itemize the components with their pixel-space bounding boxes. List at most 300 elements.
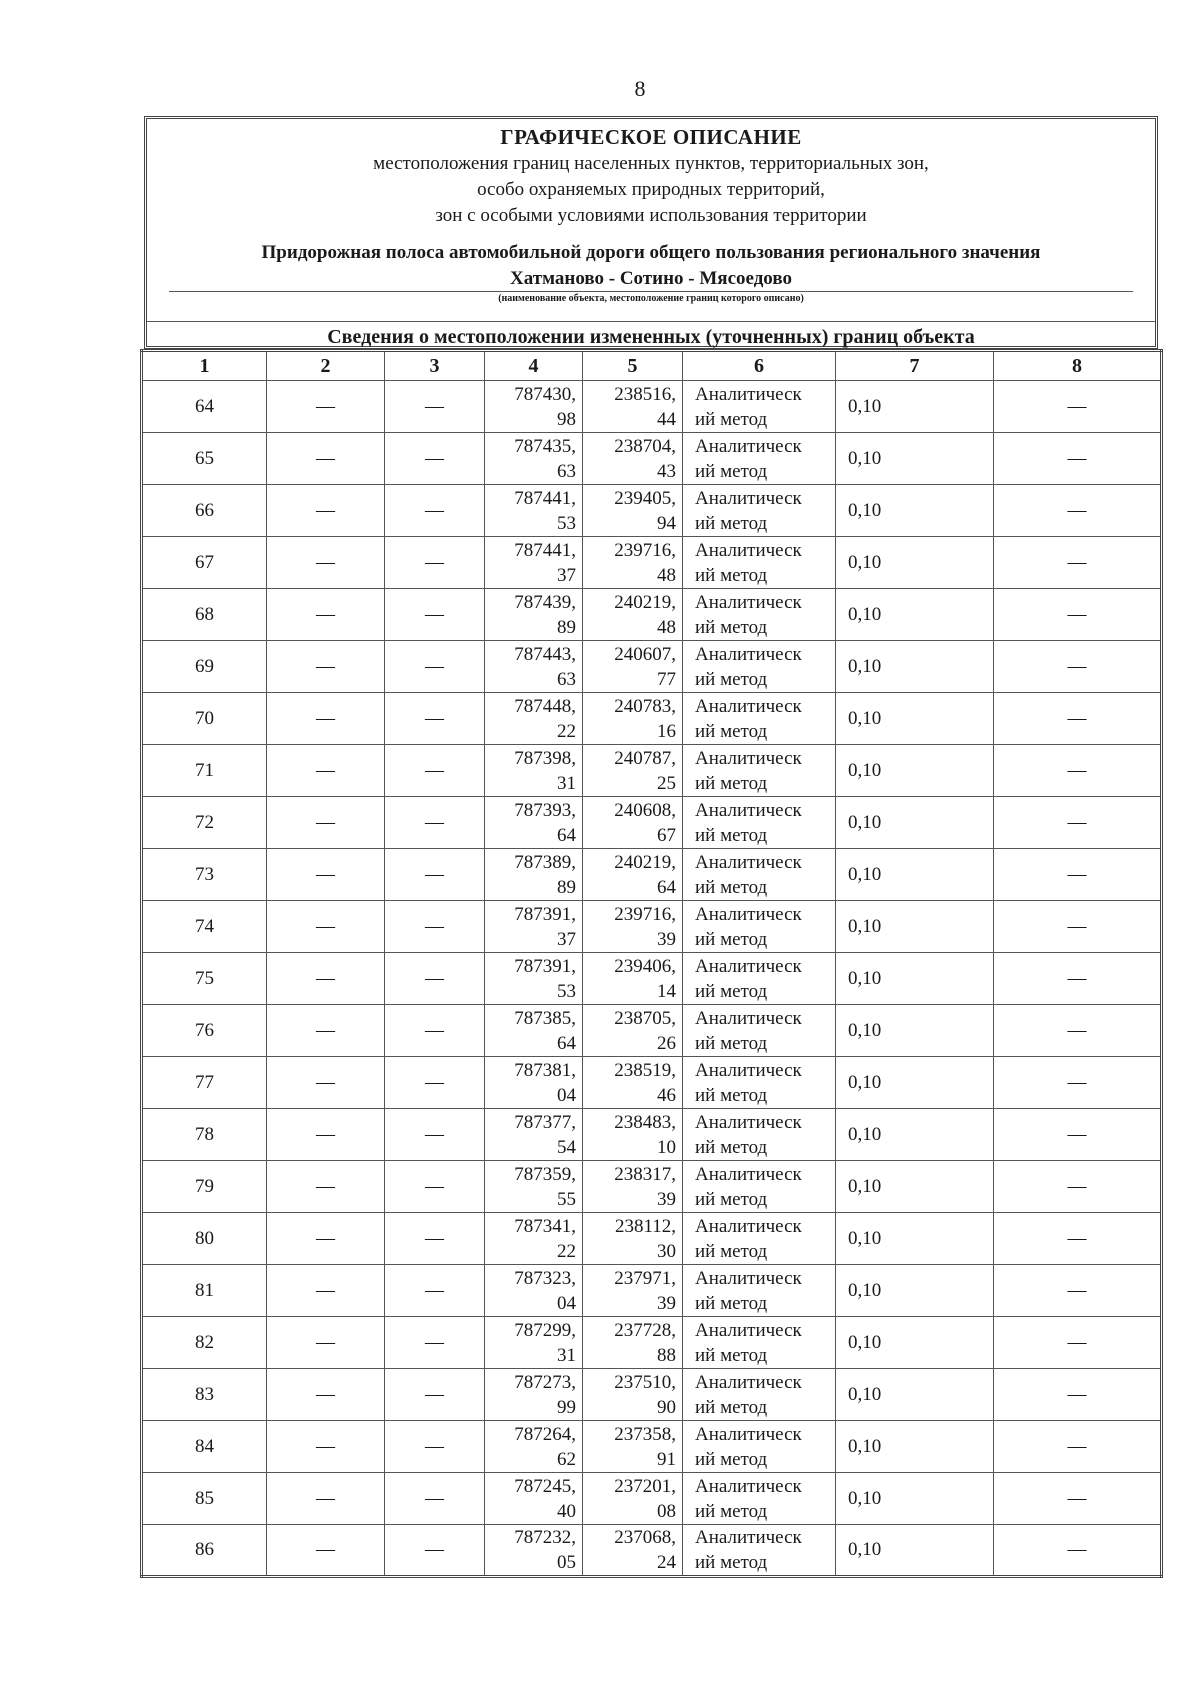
y-coordinate-frac: 94 bbox=[657, 512, 676, 534]
x-coordinate bbox=[485, 537, 583, 589]
table-row bbox=[142, 1525, 1162, 1577]
cell-col-3: — bbox=[385, 433, 485, 485]
cell-col-8: — bbox=[994, 1421, 1162, 1473]
cell-col-3: — bbox=[385, 1161, 485, 1213]
method-line-2: ий метод bbox=[695, 1136, 768, 1158]
cell-col-8: — bbox=[994, 693, 1162, 745]
method-line-2: ий метод bbox=[695, 616, 768, 638]
point-number: 74 bbox=[142, 901, 267, 953]
x-coordinate-int: 787435, bbox=[514, 435, 576, 457]
x-coordinate-int: 787391, bbox=[514, 955, 576, 977]
point-number: 75 bbox=[142, 953, 267, 1005]
method-cell bbox=[683, 1265, 836, 1317]
point-number: 86 bbox=[142, 1525, 267, 1577]
point-number: 81 bbox=[142, 1265, 267, 1317]
point-number: 67 bbox=[142, 537, 267, 589]
point-number: 76 bbox=[142, 1005, 267, 1057]
point-number: 64 bbox=[142, 381, 267, 433]
x-coordinate-int: 787439, bbox=[514, 591, 576, 613]
table-row bbox=[142, 381, 1162, 433]
y-coordinate bbox=[583, 1161, 683, 1213]
y-coordinate-frac: 39 bbox=[657, 928, 676, 950]
precision-cell: 0,10 bbox=[836, 1265, 994, 1317]
x-coordinate-frac: 99 bbox=[557, 1396, 576, 1418]
cell-col-2: — bbox=[267, 797, 385, 849]
y-coordinate-int: 240607, bbox=[614, 643, 676, 665]
y-coordinate-int: 238519, bbox=[614, 1059, 676, 1081]
x-coordinate-int: 787393, bbox=[514, 799, 576, 821]
point-number: 69 bbox=[142, 641, 267, 693]
y-coordinate bbox=[583, 745, 683, 797]
x-coordinate bbox=[485, 1057, 583, 1109]
x-coordinate-frac: 22 bbox=[557, 1240, 576, 1262]
y-coordinate-frac: 91 bbox=[657, 1448, 676, 1470]
cell-col-2: — bbox=[267, 1421, 385, 1473]
cell-col-3: — bbox=[385, 1005, 485, 1057]
x-coordinate-frac: 04 bbox=[557, 1084, 576, 1106]
precision-cell: 0,10 bbox=[836, 1005, 994, 1057]
column-header: 5 bbox=[583, 351, 683, 381]
x-coordinate bbox=[485, 589, 583, 641]
table-row bbox=[142, 797, 1162, 849]
table-row bbox=[142, 1109, 1162, 1161]
object-name bbox=[147, 240, 1155, 292]
precision-cell: 0,10 bbox=[836, 1525, 994, 1577]
method-line-2: ий метод bbox=[695, 1552, 768, 1573]
table-row bbox=[142, 953, 1162, 1005]
object-underline bbox=[169, 291, 1133, 292]
cell-col-2: — bbox=[267, 1109, 385, 1161]
cell-col-8: — bbox=[994, 537, 1162, 589]
cell-col-8: — bbox=[994, 1005, 1162, 1057]
method-cell bbox=[683, 1213, 836, 1265]
section-title: Сведения о местоположении измененных (уточненных) границ объекта bbox=[147, 321, 1155, 353]
subtitle-line-1: местоположения границ населенных пунктов, территориальных зон, bbox=[373, 153, 929, 174]
x-coordinate-int: 787443, bbox=[514, 643, 576, 665]
y-coordinate-int: 239405, bbox=[614, 487, 676, 509]
precision-cell: 0,10 bbox=[836, 901, 994, 953]
cell-col-2: — bbox=[267, 537, 385, 589]
cell-col-8: — bbox=[994, 1057, 1162, 1109]
table-row bbox=[142, 1369, 1162, 1421]
method-cell bbox=[683, 1525, 836, 1577]
method-line-1: Аналитическ bbox=[695, 1007, 802, 1029]
method-cell bbox=[683, 1369, 836, 1421]
cell-col-3: — bbox=[385, 1525, 485, 1577]
cell-col-2: — bbox=[267, 1265, 385, 1317]
method-line-1: Аналитическ bbox=[695, 383, 802, 405]
x-coordinate-int: 787245, bbox=[514, 1475, 576, 1497]
method-line-1: Аналитическ bbox=[695, 695, 802, 717]
method-cell bbox=[683, 381, 836, 433]
table-row bbox=[142, 1005, 1162, 1057]
method-line-2: ий метод bbox=[695, 408, 768, 430]
y-coordinate-int: 238483, bbox=[614, 1111, 676, 1133]
cell-col-2: — bbox=[267, 1317, 385, 1369]
y-coordinate-int: 239716, bbox=[614, 903, 676, 925]
cell-col-8: — bbox=[994, 1525, 1162, 1577]
method-line-2: ий метод bbox=[695, 668, 768, 690]
y-coordinate bbox=[583, 1005, 683, 1057]
cell-col-8: — bbox=[994, 901, 1162, 953]
x-coordinate-frac: 40 bbox=[557, 1500, 576, 1522]
cell-col-8: — bbox=[994, 1317, 1162, 1369]
method-line-1: Аналитическ bbox=[695, 1163, 802, 1185]
x-coordinate bbox=[485, 693, 583, 745]
method-line-2: ий метод bbox=[695, 1500, 768, 1522]
x-coordinate-int: 787323, bbox=[514, 1267, 576, 1289]
table-row bbox=[142, 745, 1162, 797]
x-coordinate-int: 787377, bbox=[514, 1111, 576, 1133]
precision-cell: 0,10 bbox=[836, 797, 994, 849]
column-header: 6 bbox=[683, 351, 836, 381]
method-line-2: ий метод bbox=[695, 1344, 768, 1366]
column-header: 7 bbox=[836, 351, 994, 381]
table-row bbox=[142, 1265, 1162, 1317]
precision-cell: 0,10 bbox=[836, 485, 994, 537]
method-line-1: Аналитическ bbox=[695, 591, 802, 613]
cell-col-8: — bbox=[994, 1473, 1162, 1525]
method-line-1: Аналитическ bbox=[695, 539, 802, 561]
cell-col-8: — bbox=[994, 1161, 1162, 1213]
cell-col-8: — bbox=[994, 589, 1162, 641]
y-coordinate bbox=[583, 1057, 683, 1109]
cell-col-2: — bbox=[267, 693, 385, 745]
method-line-2: ий метод bbox=[695, 460, 768, 482]
y-coordinate-frac: 77 bbox=[657, 668, 676, 690]
x-coordinate-int: 787430, bbox=[514, 383, 576, 405]
x-coordinate bbox=[485, 797, 583, 849]
y-coordinate-int: 237510, bbox=[614, 1371, 676, 1393]
point-number: 71 bbox=[142, 745, 267, 797]
x-coordinate-frac: 04 bbox=[557, 1292, 576, 1314]
x-coordinate-frac: 64 bbox=[557, 1032, 576, 1054]
x-coordinate bbox=[485, 849, 583, 901]
method-line-1: Аналитическ bbox=[695, 1215, 802, 1237]
x-coordinate bbox=[485, 485, 583, 537]
y-coordinate bbox=[583, 381, 683, 433]
x-coordinate-int: 787273, bbox=[514, 1371, 576, 1393]
x-coordinate bbox=[485, 1005, 583, 1057]
y-coordinate-int: 240608, bbox=[614, 799, 676, 821]
y-coordinate bbox=[583, 1525, 683, 1577]
precision-cell: 0,10 bbox=[836, 381, 994, 433]
table-row bbox=[142, 485, 1162, 537]
column-header: 1 bbox=[142, 351, 267, 381]
x-coordinate-frac: 53 bbox=[557, 512, 576, 534]
cell-col-3: — bbox=[385, 1265, 485, 1317]
point-number: 65 bbox=[142, 433, 267, 485]
y-coordinate-frac: 39 bbox=[657, 1188, 676, 1210]
precision-cell: 0,10 bbox=[836, 1057, 994, 1109]
subtitle-line-2: особо охраняемых природных территорий, bbox=[477, 179, 825, 200]
table-row bbox=[142, 641, 1162, 693]
cell-col-3: — bbox=[385, 953, 485, 1005]
method-line-1: Аналитическ bbox=[695, 799, 802, 821]
y-coordinate-frac: 08 bbox=[657, 1500, 676, 1522]
method-line-2: ий метод bbox=[695, 1188, 768, 1210]
precision-cell: 0,10 bbox=[836, 433, 994, 485]
method-line-2: ий метод bbox=[695, 928, 768, 950]
x-coordinate-frac: 53 bbox=[557, 980, 576, 1002]
cell-col-3: — bbox=[385, 1473, 485, 1525]
table-row bbox=[142, 1317, 1162, 1369]
x-coordinate-int: 787398, bbox=[514, 747, 576, 769]
x-coordinate bbox=[485, 1265, 583, 1317]
method-cell bbox=[683, 1473, 836, 1525]
y-coordinate bbox=[583, 1421, 683, 1473]
column-header-row bbox=[142, 351, 1162, 381]
y-coordinate bbox=[583, 433, 683, 485]
point-number: 66 bbox=[142, 485, 267, 537]
y-coordinate bbox=[583, 693, 683, 745]
y-coordinate-frac: 24 bbox=[657, 1552, 676, 1573]
y-coordinate-int: 240783, bbox=[614, 695, 676, 717]
cell-col-2: — bbox=[267, 1005, 385, 1057]
x-coordinate bbox=[485, 641, 583, 693]
cell-col-2: — bbox=[267, 901, 385, 953]
point-number: 82 bbox=[142, 1317, 267, 1369]
method-line-1: Аналитическ bbox=[695, 851, 802, 873]
table-row bbox=[142, 1473, 1162, 1525]
x-coordinate bbox=[485, 1473, 583, 1525]
method-cell bbox=[683, 953, 836, 1005]
point-number: 70 bbox=[142, 693, 267, 745]
method-line-1: Аналитическ bbox=[695, 903, 802, 925]
x-coordinate bbox=[485, 745, 583, 797]
method-line-1: Аналитическ bbox=[695, 1111, 802, 1133]
method-cell bbox=[683, 1005, 836, 1057]
document-title: ГРАФИЧЕСКОЕ ОПИСАНИЕ bbox=[500, 125, 802, 149]
y-coordinate bbox=[583, 537, 683, 589]
point-number: 77 bbox=[142, 1057, 267, 1109]
cell-col-3: — bbox=[385, 745, 485, 797]
method-line-2: ий метод bbox=[695, 1292, 768, 1314]
table-row bbox=[142, 1421, 1162, 1473]
y-coordinate bbox=[583, 1213, 683, 1265]
point-number: 72 bbox=[142, 797, 267, 849]
y-coordinate-int: 240219, bbox=[614, 591, 676, 613]
y-coordinate bbox=[583, 849, 683, 901]
cell-col-3: — bbox=[385, 1317, 485, 1369]
x-coordinate bbox=[485, 381, 583, 433]
y-coordinate bbox=[583, 901, 683, 953]
column-header: 8 bbox=[994, 351, 1162, 381]
y-coordinate-frac: 48 bbox=[657, 564, 676, 586]
table-row bbox=[142, 901, 1162, 953]
x-coordinate-int: 787341, bbox=[514, 1215, 576, 1237]
method-line-1: Аналитическ bbox=[695, 1319, 802, 1341]
cell-col-3: — bbox=[385, 381, 485, 433]
cell-col-3: — bbox=[385, 797, 485, 849]
x-coordinate-int: 787359, bbox=[514, 1163, 576, 1185]
precision-cell: 0,10 bbox=[836, 589, 994, 641]
precision-cell: 0,10 bbox=[836, 537, 994, 589]
x-coordinate-int: 787232, bbox=[514, 1527, 576, 1548]
cell-col-3: — bbox=[385, 1421, 485, 1473]
method-line-1: Аналитическ bbox=[695, 435, 802, 457]
y-coordinate-int: 238516, bbox=[614, 383, 676, 405]
cell-col-3: — bbox=[385, 1213, 485, 1265]
y-coordinate bbox=[583, 485, 683, 537]
precision-cell: 0,10 bbox=[836, 1369, 994, 1421]
header-box bbox=[144, 116, 1158, 349]
method-cell bbox=[683, 693, 836, 745]
x-coordinate-frac: 22 bbox=[557, 720, 576, 742]
object-caption: (наименование объекта, местоположение границ которого описано) bbox=[498, 293, 804, 304]
cell-col-8: — bbox=[994, 381, 1162, 433]
x-coordinate-frac: 63 bbox=[557, 668, 576, 690]
y-coordinate-frac: 46 bbox=[657, 1084, 676, 1106]
method-line-1: Аналитическ bbox=[695, 1267, 802, 1289]
cell-col-8: — bbox=[994, 1109, 1162, 1161]
table-row bbox=[142, 537, 1162, 589]
y-coordinate bbox=[583, 589, 683, 641]
cell-col-8: — bbox=[994, 953, 1162, 1005]
method-line-1: Аналитическ bbox=[695, 747, 802, 769]
method-cell bbox=[683, 745, 836, 797]
table-row bbox=[142, 849, 1162, 901]
y-coordinate-frac: 43 bbox=[657, 460, 676, 482]
x-coordinate bbox=[485, 1161, 583, 1213]
x-coordinate-frac: 37 bbox=[557, 928, 576, 950]
y-coordinate-frac: 16 bbox=[657, 720, 676, 742]
object-name-line-2: Хатманово - Сотино - Мясоедово bbox=[510, 268, 792, 289]
cell-col-3: — bbox=[385, 1109, 485, 1161]
x-coordinate-frac: 31 bbox=[557, 1344, 576, 1366]
coordinates-table bbox=[140, 349, 1163, 1578]
cell-col-3: — bbox=[385, 589, 485, 641]
method-cell bbox=[683, 1161, 836, 1213]
x-coordinate bbox=[485, 1421, 583, 1473]
cell-col-3: — bbox=[385, 641, 485, 693]
x-coordinate bbox=[485, 1317, 583, 1369]
precision-cell: 0,10 bbox=[836, 1161, 994, 1213]
point-number: 80 bbox=[142, 1213, 267, 1265]
x-coordinate bbox=[485, 1213, 583, 1265]
cell-col-2: — bbox=[267, 745, 385, 797]
cell-col-2: — bbox=[267, 1473, 385, 1525]
y-coordinate-frac: 26 bbox=[657, 1032, 676, 1054]
cell-col-8: — bbox=[994, 433, 1162, 485]
method-line-2: ий метод bbox=[695, 512, 768, 534]
point-number: 68 bbox=[142, 589, 267, 641]
cell-col-8: — bbox=[994, 797, 1162, 849]
precision-cell: 0,10 bbox=[836, 1109, 994, 1161]
cell-col-3: — bbox=[385, 849, 485, 901]
x-coordinate bbox=[485, 1369, 583, 1421]
cell-col-8: — bbox=[994, 1213, 1162, 1265]
x-coordinate-frac: 98 bbox=[557, 408, 576, 430]
method-line-1: Аналитическ bbox=[695, 1059, 802, 1081]
object-name-line-1: Придорожная полоса автомобильной дороги общего пользования регионального значения bbox=[261, 242, 1041, 263]
y-coordinate bbox=[583, 1317, 683, 1369]
precision-cell: 0,10 bbox=[836, 849, 994, 901]
cell-col-8: — bbox=[994, 745, 1162, 797]
x-coordinate-frac: 31 bbox=[557, 772, 576, 794]
y-coordinate-frac: 10 bbox=[657, 1136, 676, 1158]
precision-cell: 0,10 bbox=[836, 641, 994, 693]
method-line-2: ий метод bbox=[695, 720, 768, 742]
method-cell bbox=[683, 485, 836, 537]
method-cell bbox=[683, 1421, 836, 1473]
column-header: 4 bbox=[485, 351, 583, 381]
cell-col-8: — bbox=[994, 641, 1162, 693]
x-coordinate-int: 787389, bbox=[514, 851, 576, 873]
y-coordinate-int: 238704, bbox=[614, 435, 676, 457]
cell-col-8: — bbox=[994, 1369, 1162, 1421]
x-coordinate-int: 787441, bbox=[514, 487, 576, 509]
column-header: 2 bbox=[267, 351, 385, 381]
table-row bbox=[142, 1213, 1162, 1265]
y-coordinate-frac: 88 bbox=[657, 1344, 676, 1366]
y-coordinate-int: 237971, bbox=[614, 1267, 676, 1289]
cell-col-2: — bbox=[267, 589, 385, 641]
cell-col-2: — bbox=[267, 849, 385, 901]
method-cell bbox=[683, 1109, 836, 1161]
y-coordinate-int: 237728, bbox=[614, 1319, 676, 1341]
point-number: 73 bbox=[142, 849, 267, 901]
y-coordinate-int: 238112, bbox=[614, 1215, 676, 1237]
y-coordinate bbox=[583, 1265, 683, 1317]
y-coordinate-int: 240787, bbox=[614, 747, 676, 769]
method-cell bbox=[683, 901, 836, 953]
method-line-2: ий метод bbox=[695, 876, 768, 898]
cell-col-8: — bbox=[994, 1265, 1162, 1317]
x-coordinate bbox=[485, 433, 583, 485]
precision-cell: 0,10 bbox=[836, 1473, 994, 1525]
cell-col-3: — bbox=[385, 693, 485, 745]
point-number: 78 bbox=[142, 1109, 267, 1161]
y-coordinate bbox=[583, 1473, 683, 1525]
precision-cell: 0,10 bbox=[836, 953, 994, 1005]
y-coordinate-int: 237201, bbox=[614, 1475, 676, 1497]
table-row bbox=[142, 1161, 1162, 1213]
precision-cell: 0,10 bbox=[836, 745, 994, 797]
method-line-2: ий метод bbox=[695, 1448, 768, 1470]
point-number: 79 bbox=[142, 1161, 267, 1213]
y-coordinate-frac: 64 bbox=[657, 876, 676, 898]
cell-col-8: — bbox=[994, 849, 1162, 901]
method-cell bbox=[683, 537, 836, 589]
method-line-1: Аналитическ bbox=[695, 1475, 802, 1497]
y-coordinate bbox=[583, 797, 683, 849]
cell-col-3: — bbox=[385, 537, 485, 589]
y-coordinate bbox=[583, 1109, 683, 1161]
table-row bbox=[142, 1057, 1162, 1109]
y-coordinate-int: 239406, bbox=[614, 955, 676, 977]
cell-col-2: — bbox=[267, 381, 385, 433]
point-number: 85 bbox=[142, 1473, 267, 1525]
cell-col-2: — bbox=[267, 1369, 385, 1421]
cell-col-2: — bbox=[267, 485, 385, 537]
table-row bbox=[142, 433, 1162, 485]
cell-col-2: — bbox=[267, 433, 385, 485]
y-coordinate bbox=[583, 1369, 683, 1421]
method-cell bbox=[683, 849, 836, 901]
method-line-2: ий метод bbox=[695, 824, 768, 846]
x-coordinate bbox=[485, 1109, 583, 1161]
y-coordinate-int: 237358, bbox=[614, 1423, 676, 1445]
method-line-1: Аналитическ bbox=[695, 1423, 802, 1445]
x-coordinate-frac: 62 bbox=[557, 1448, 576, 1470]
method-cell bbox=[683, 589, 836, 641]
y-coordinate-frac: 44 bbox=[657, 408, 676, 430]
x-coordinate-frac: 64 bbox=[557, 824, 576, 846]
y-coordinate bbox=[583, 641, 683, 693]
method-cell bbox=[683, 641, 836, 693]
x-coordinate-frac: 89 bbox=[557, 876, 576, 898]
